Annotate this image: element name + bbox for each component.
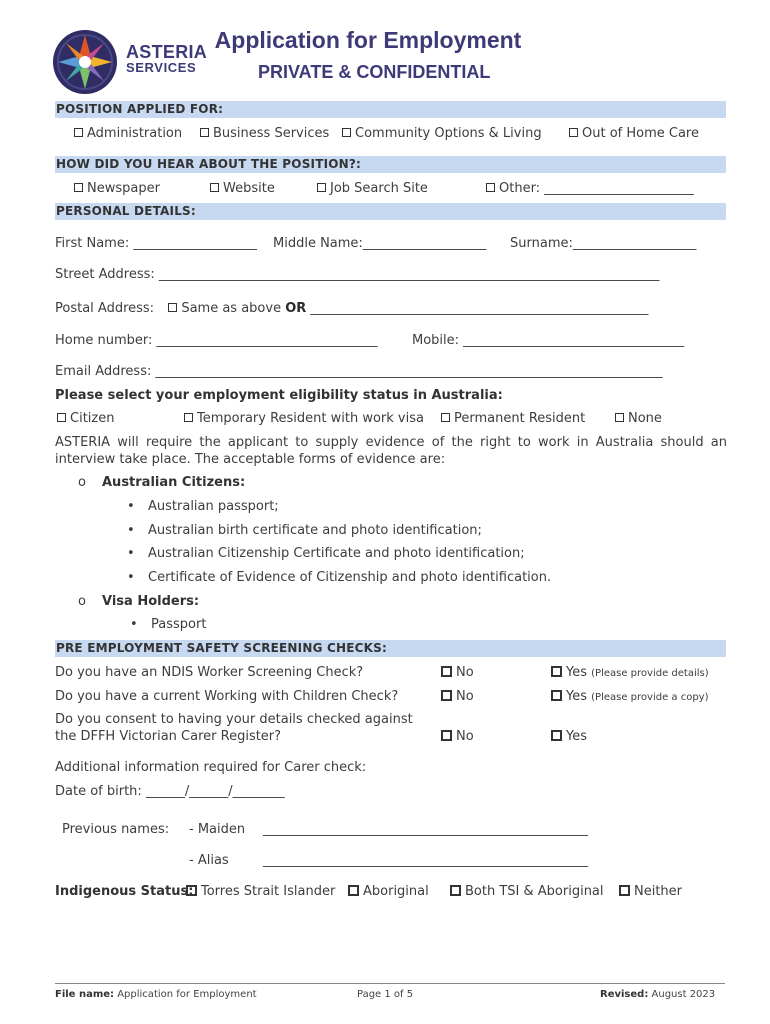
option-label: Yes [566, 689, 587, 704]
option-job-search-site[interactable] [317, 181, 428, 197]
wwc-question: Do you have a current Working with Children Check? [55, 689, 399, 704]
bullet-dot: • [127, 499, 135, 514]
option-business-services[interactable] [200, 126, 329, 142]
option-label: No [456, 729, 474, 744]
checkbox-icon[interactable] [200, 128, 209, 137]
checkbox-icon[interactable] [74, 183, 83, 192]
yes-note: (Please provide details) [591, 668, 709, 679]
home-number-field[interactable]: Home number: __________________________________ [55, 333, 378, 348]
ndis-yes-option[interactable] [551, 665, 709, 682]
checkbox-icon[interactable] [184, 413, 193, 422]
australian-citizens-heading: Australian Citizens: [102, 475, 246, 490]
bullet-o: o [78, 475, 86, 490]
citizen-evidence-item: Australian passport; [148, 499, 279, 514]
alias-name-field[interactable]: __________________________________________________ [263, 853, 588, 868]
carer-register-question-line1: Do you consent to having your details checked against [55, 712, 413, 727]
additional-info-label: Additional information required for Carer check: [55, 760, 367, 775]
date-of-birth-field[interactable]: Date of birth: ______/______/________ [55, 784, 285, 799]
revised-label: Revised: [600, 989, 649, 1000]
checkbox-icon[interactable] [569, 128, 578, 137]
option-label: Community Options & Living [355, 126, 542, 141]
option-label: Out of Home Care [582, 126, 699, 141]
checkbox-icon[interactable] [450, 885, 461, 896]
indigenous-status-label: Indigenous Status: [55, 884, 194, 899]
ndis-question: Do you have an NDIS Worker Screening Check? [55, 665, 364, 680]
option-out-of-home-care[interactable] [569, 126, 699, 142]
asteria-logo-icon [50, 29, 120, 95]
option-none[interactable] [615, 411, 662, 427]
wwc-yes-option[interactable] [551, 689, 709, 706]
section-screening-heading: PRE EMPLOYMENT SAFETY SCREENING CHECKS: [55, 640, 726, 657]
first-name-field[interactable]: First Name: ___________________ [55, 236, 257, 251]
mobile-field[interactable]: Mobile: __________________________________ [412, 333, 685, 348]
checkbox-icon[interactable] [441, 730, 452, 741]
option-website[interactable] [210, 181, 275, 197]
option-label: Business Services [213, 126, 330, 141]
bullet-dot: • [127, 523, 135, 538]
eligibility-paragraph: ASTERIA will require the applicant to supply evidence of the right to work in Australia should an interview take place. The acceptable forms of evidence are: [55, 435, 727, 467]
option-label: No [456, 665, 474, 680]
file-name-label: File name: [55, 989, 115, 1000]
wwc-no-option[interactable] [441, 689, 474, 705]
option-label: Torres Strait Islander [201, 884, 336, 899]
carer-yes-option[interactable] [551, 729, 587, 745]
checkbox-icon[interactable] [551, 666, 562, 677]
checkbox-icon[interactable] [317, 183, 326, 192]
postal-address-label: Postal Address: [55, 301, 155, 316]
visa-evidence-item: Passport [151, 617, 207, 632]
checkbox-icon[interactable] [441, 413, 450, 422]
bullet-dot: • [130, 617, 138, 632]
checkbox-icon[interactable] [210, 183, 219, 192]
postal-address-field[interactable]: ____________________________________________________ [310, 301, 649, 316]
checkbox-icon[interactable] [441, 666, 452, 677]
option-temporary-resident[interactable] [184, 411, 424, 427]
page-subtitle: PRIVATE & CONFIDENTIAL [258, 62, 491, 82]
option-label: Newspaper [87, 181, 160, 196]
bullet-o: o [78, 594, 86, 609]
option-both[interactable] [450, 884, 604, 900]
carer-no-option[interactable] [441, 729, 474, 745]
option-citizen[interactable] [57, 411, 114, 427]
option-label: No [456, 689, 474, 704]
yes-note: (Please provide a copy) [591, 692, 709, 703]
option-label: Yes [566, 729, 587, 744]
option-label: Citizen [70, 411, 115, 426]
checkbox-icon[interactable] [441, 690, 452, 701]
option-permanent-resident[interactable] [441, 411, 585, 427]
visa-holders-heading: Visa Holders: [102, 594, 200, 609]
option-label: Both TSI & Aboriginal [465, 884, 604, 899]
postal-address-row [55, 301, 648, 317]
logo-line2: SERVICES [126, 60, 197, 75]
option-administration[interactable] [74, 126, 182, 142]
checkbox-icon[interactable] [615, 413, 624, 422]
bullet-dot: • [127, 570, 135, 585]
section-personal-heading: PERSONAL DETAILS: [55, 203, 726, 220]
file-name-value: Application for Employment [117, 989, 257, 1000]
footer-page-number: Page 1 of 5 [357, 989, 414, 1000]
option-newspaper[interactable] [74, 181, 160, 197]
option-label: Administration [87, 126, 183, 141]
option-label: None [628, 411, 662, 426]
street-address-field[interactable]: Street Address: _____________________________________________________________________________ [55, 267, 660, 282]
logo-line1: ASTERIA [126, 42, 208, 62]
option-label: Aboriginal [363, 884, 429, 899]
footer-file-name [55, 989, 257, 1000]
option-other[interactable] [486, 181, 694, 197]
checkbox-icon[interactable] [186, 885, 197, 896]
citizen-evidence-item: Australian Citizenship Certificate and photo identification; [148, 546, 525, 561]
or-label: OR [285, 301, 307, 316]
bullet-dot: • [127, 546, 135, 561]
alias-label: - Alias [189, 853, 229, 868]
option-label: Temporary Resident with work visa [197, 411, 424, 426]
citizen-evidence-item: Australian birth certificate and photo identification; [148, 523, 482, 538]
checkbox-icon[interactable] [342, 128, 351, 137]
option-label: Website [223, 181, 275, 196]
maiden-label: - Maiden [189, 822, 246, 837]
checkbox-icon[interactable] [619, 885, 630, 896]
page-title: Application for Employment [214, 27, 522, 53]
footer-divider [55, 983, 725, 984]
checkbox-icon[interactable] [551, 690, 562, 701]
surname-field[interactable]: Surname:___________________ [510, 236, 697, 251]
same-as-above-checkbox-icon[interactable] [168, 303, 177, 312]
option-neither[interactable] [619, 884, 682, 900]
option-label: Neither [634, 884, 683, 899]
middle-name-field[interactable]: Middle Name:___________________ [273, 236, 487, 251]
previous-names-label: Previous names: [62, 822, 170, 837]
option-torres-strait-islander[interactable] [186, 884, 335, 900]
checkbox-icon[interactable] [551, 730, 562, 741]
revised-value: August 2023 [651, 989, 716, 1000]
option-label: Permanent Resident [454, 411, 586, 426]
footer-revised [600, 989, 715, 1000]
maiden-name-field[interactable]: __________________________________________________ [263, 822, 588, 837]
same-as-above-label: Same as above [181, 301, 282, 316]
eligibility-heading: Please select your employment eligibility status in Australia: [55, 388, 503, 403]
logo-wordmark [126, 42, 208, 75]
section-hear-heading: HOW DID YOU HEAR ABOUT THE POSITION?: [55, 156, 726, 173]
checkbox-icon[interactable] [74, 128, 83, 137]
citizen-evidence-item: Certificate of Evidence of Citizenship and photo identification. [148, 570, 552, 585]
section-position-heading: POSITION APPLIED FOR: [55, 101, 726, 118]
option-aboriginal[interactable] [348, 884, 429, 900]
email-address-field[interactable]: Email Address: ______________________________________________________________________________ [55, 364, 663, 379]
option-label: Yes [566, 665, 587, 680]
checkbox-icon[interactable] [486, 183, 495, 192]
carer-register-question-line2: the DFFH Victorian Carer Register? [55, 729, 282, 744]
option-label: Job Search Site [330, 181, 428, 196]
option-label: Other: _______________________ [499, 181, 694, 196]
checkbox-icon[interactable] [57, 413, 66, 422]
option-community-options[interactable] [342, 126, 542, 142]
checkbox-icon[interactable] [348, 885, 359, 896]
ndis-no-option[interactable] [441, 665, 474, 681]
